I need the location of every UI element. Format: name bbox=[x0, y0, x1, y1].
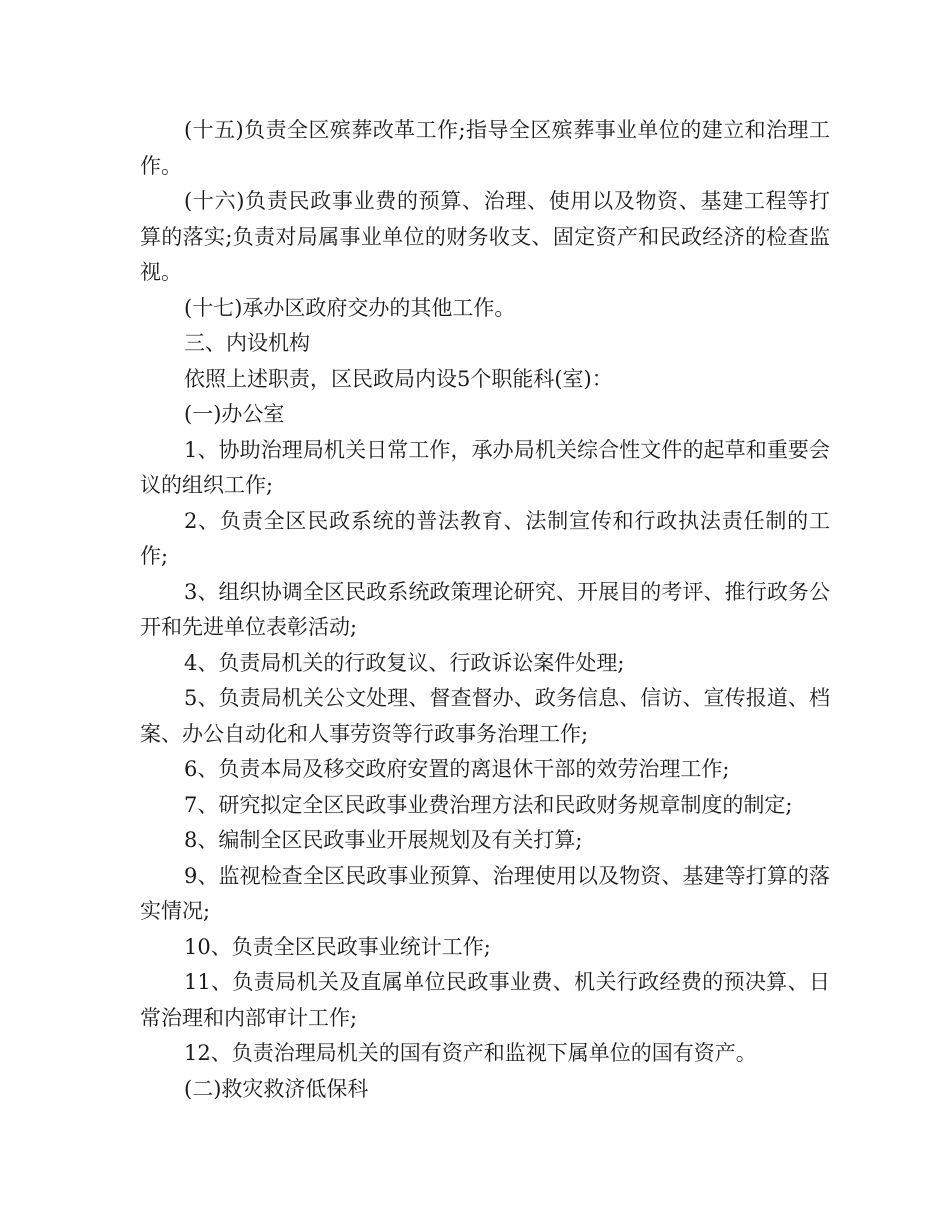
list-item-7: 7、研究拟定全区民政事业费治理方法和民政财务规章制度的制定; bbox=[184, 792, 793, 817]
list-item-1: 1、协助治理局机关日常工作，承办局机关综合性文件的起草和重要会议的组织工作; bbox=[140, 437, 830, 497]
list-item-8: 8、编制全区民政事业开展规划及有关打算; bbox=[184, 828, 583, 852]
subheading-office: (一)办公室 bbox=[184, 402, 285, 426]
section-heading-internal-structure: 三、内设机构 bbox=[184, 331, 310, 355]
list-item-11: 11、负责局机关及直属单位民政事业费、机关行政经费的预决算、日常治理和内部审计工作; bbox=[140, 970, 830, 1030]
list-item-6: 6、负责本局及移交政府安置的离退休干部的效劳治理工作; bbox=[184, 757, 730, 781]
list-item-9: 9、监视检查全区民政事业预算、治理使用以及物资、基建等打算的落实情况; bbox=[140, 863, 830, 923]
list-item-10: 10、负责全区民政事业统计工作; bbox=[184, 934, 491, 959]
subheading-disaster-relief: (二)救灾救济低保科 bbox=[184, 1076, 369, 1101]
paragraph-15-funeral-reform: (十五)负责全区殡葬改革工作;指导全区殡葬事业单位的建立和治理工作。 bbox=[140, 118, 830, 178]
list-item-2: 2、负责全区民政系统的普法教育、法制宣传和行政执法责任制的工作; bbox=[140, 508, 830, 568]
list-item-3: 3、组织协调全区民政系统政策理论研究、开展目的考评、推行政务公开和先进单位表彰活动; bbox=[140, 579, 830, 639]
paragraph-16-budget: (十六)负责民政事业费的预算、治理、使用以及物资、基建工程等打算的落实;负责对局属事业单位的财务收支、固定资产和民政经济的检查监视。 bbox=[140, 189, 830, 284]
list-item-5: 5、负责局机关公文处理、督查督办、政务信息、信访、宣传报道、档案、办公自动化和人事劳资等行政事务治理工作; bbox=[140, 686, 830, 746]
paragraph-departments-intro: 依照上述职责，区民政局内设5个职能科(室)： bbox=[184, 366, 613, 391]
list-item-4: 4、负责局机关的行政复议、行政诉讼案件处理; bbox=[184, 650, 625, 675]
list-item-12: 12、负责治理局机关的国有资产和监视下属单位的国有资产。 bbox=[184, 1041, 757, 1065]
document-body bbox=[140, 113, 830, 1107]
paragraph-17-other-duties: (十七)承办区政府交办的其他工作。 bbox=[184, 295, 516, 320]
